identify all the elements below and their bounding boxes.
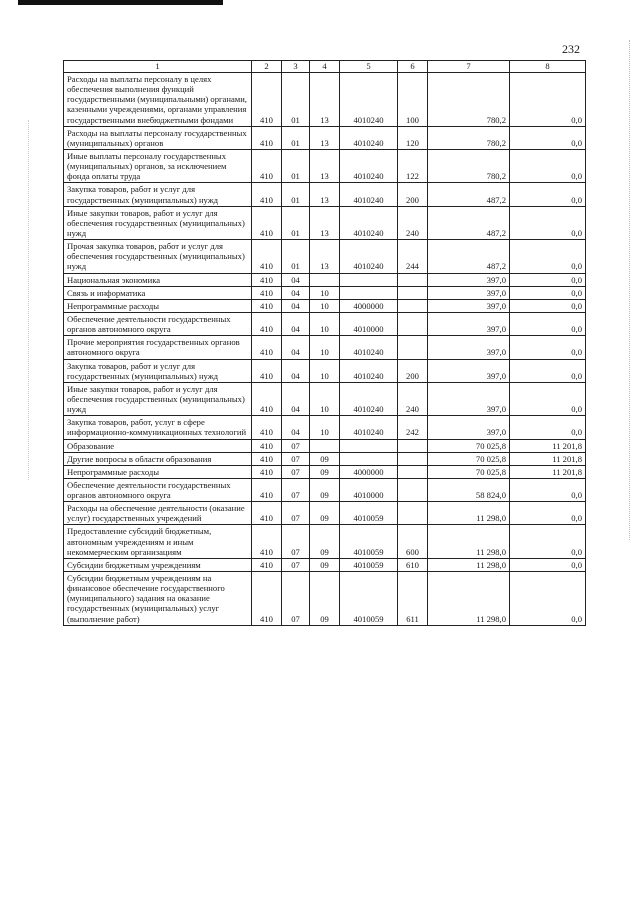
- target-article-cell: 4010240: [340, 359, 398, 382]
- amount-cell: 780,2: [428, 126, 510, 149]
- column-header-3: 3: [282, 61, 310, 73]
- target-article-cell: 4010240: [340, 382, 398, 415]
- row-name-cell: Расходы на обеспечение деятельности (оказание услуг) государственных учреждений: [64, 502, 252, 525]
- row-name-cell: Связь и информатика: [64, 286, 252, 299]
- row-name-cell: Расходы на выплаты персоналу в целях обеспечения выполнения функций государственными (муниципальными) органами, казенными учреждениями, органами управления государственными внебюджетными фондами: [64, 73, 252, 127]
- table-row: [64, 149, 586, 182]
- subsection-cell: 10: [310, 299, 340, 312]
- admin-code-cell: 410: [252, 465, 282, 478]
- amount-subvention-cell: 0,0: [510, 478, 586, 501]
- target-article-cell: [340, 452, 398, 465]
- target-article-cell: 4010240: [340, 206, 398, 239]
- admin-code-cell: 410: [252, 439, 282, 452]
- subsection-cell: 13: [310, 73, 340, 127]
- target-article-cell: 4010059: [340, 572, 398, 626]
- expense-type-cell: 200: [398, 359, 428, 382]
- expense-type-cell: [398, 273, 428, 286]
- admin-code-cell: 410: [252, 572, 282, 626]
- target-article-cell: 4010059: [340, 558, 398, 571]
- amount-cell: 487,2: [428, 240, 510, 273]
- table-row: [64, 126, 586, 149]
- section-cell: 04: [282, 382, 310, 415]
- budget-table: [63, 60, 586, 626]
- table-row: [64, 336, 586, 359]
- amount-cell: 397,0: [428, 273, 510, 286]
- table-row: [64, 273, 586, 286]
- table-row: [64, 312, 586, 335]
- column-header-6: 6: [398, 61, 428, 73]
- expense-type-cell: 120: [398, 126, 428, 149]
- subsection-cell: 13: [310, 126, 340, 149]
- table-row: [64, 452, 586, 465]
- subsection-cell: 09: [310, 558, 340, 571]
- section-cell: 07: [282, 558, 310, 571]
- section-cell: 07: [282, 465, 310, 478]
- column-header-8: 8: [510, 61, 586, 73]
- expense-type-cell: 122: [398, 149, 428, 182]
- section-cell: 01: [282, 73, 310, 127]
- admin-code-cell: 410: [252, 336, 282, 359]
- table-row: [64, 416, 586, 439]
- target-article-cell: 4010059: [340, 525, 398, 558]
- admin-code-cell: 410: [252, 416, 282, 439]
- section-cell: 04: [282, 273, 310, 286]
- amount-cell: 397,0: [428, 286, 510, 299]
- subsection-cell: 13: [310, 149, 340, 182]
- section-cell: 04: [282, 336, 310, 359]
- target-article-cell: 4010059: [340, 502, 398, 525]
- row-name-cell: Обеспечение деятельности государственных органов автономного округа: [64, 478, 252, 501]
- amount-subvention-cell: 11 201,8: [510, 465, 586, 478]
- section-cell: 07: [282, 572, 310, 626]
- target-article-cell: 4010240: [340, 183, 398, 206]
- expense-type-cell: 610: [398, 558, 428, 571]
- amount-subvention-cell: 11 201,8: [510, 439, 586, 452]
- table-body: [64, 73, 586, 626]
- section-cell: 04: [282, 299, 310, 312]
- target-article-cell: 4010000: [340, 312, 398, 335]
- subsection-cell: 10: [310, 312, 340, 335]
- row-name-cell: Закупка товаров, работ и услуг для государственных (муниципальных) нужд: [64, 359, 252, 382]
- admin-code-cell: 410: [252, 312, 282, 335]
- amount-cell: 70 025,8: [428, 452, 510, 465]
- admin-code-cell: 410: [252, 240, 282, 273]
- expense-type-cell: 100: [398, 73, 428, 127]
- table-row: [64, 286, 586, 299]
- amount-subvention-cell: 0,0: [510, 286, 586, 299]
- admin-code-cell: 410: [252, 273, 282, 286]
- row-name-cell: Прочая закупка товаров, работ и услуг для обеспечения государственных (муниципальных) нужд: [64, 240, 252, 273]
- table-row: [64, 73, 586, 127]
- target-article-cell: [340, 439, 398, 452]
- section-cell: 01: [282, 126, 310, 149]
- section-cell: 07: [282, 502, 310, 525]
- row-name-cell: Закупка товаров, работ, услуг в сфере информационно-коммуникационных технологий: [64, 416, 252, 439]
- amount-cell: 397,0: [428, 382, 510, 415]
- admin-code-cell: 410: [252, 478, 282, 501]
- section-cell: 01: [282, 206, 310, 239]
- amount-cell: 397,0: [428, 416, 510, 439]
- amount-subvention-cell: 11 201,8: [510, 452, 586, 465]
- amount-cell: 11 298,0: [428, 558, 510, 571]
- amount-subvention-cell: 0,0: [510, 416, 586, 439]
- subsection-cell: 09: [310, 478, 340, 501]
- table-row: [64, 382, 586, 415]
- table-row: [64, 439, 586, 452]
- section-cell: 07: [282, 525, 310, 558]
- subsection-cell: 09: [310, 502, 340, 525]
- amount-cell: 58 824,0: [428, 478, 510, 501]
- amount-subvention-cell: 0,0: [510, 299, 586, 312]
- scan-top-bar: [18, 0, 223, 5]
- subsection-cell: 10: [310, 416, 340, 439]
- target-article-cell: 4000000: [340, 465, 398, 478]
- target-article-cell: 4010240: [340, 73, 398, 127]
- subsection-cell: 09: [310, 572, 340, 626]
- subsection-cell: 13: [310, 183, 340, 206]
- section-cell: 07: [282, 439, 310, 452]
- row-name-cell: Расходы на выплаты персоналу государственных (муниципальных) органов: [64, 126, 252, 149]
- amount-subvention-cell: 0,0: [510, 359, 586, 382]
- table-row: [64, 240, 586, 273]
- row-name-cell: Непрограммные расходы: [64, 299, 252, 312]
- subsection-cell: 09: [310, 525, 340, 558]
- admin-code-cell: 410: [252, 286, 282, 299]
- expense-type-cell: 244: [398, 240, 428, 273]
- amount-cell: 397,0: [428, 359, 510, 382]
- admin-code-cell: 410: [252, 206, 282, 239]
- target-article-cell: 4010240: [340, 240, 398, 273]
- amount-subvention-cell: 0,0: [510, 206, 586, 239]
- amount-cell: 11 298,0: [428, 572, 510, 626]
- table-row: [64, 465, 586, 478]
- subsection-cell: 09: [310, 465, 340, 478]
- admin-code-cell: 410: [252, 502, 282, 525]
- section-cell: 01: [282, 240, 310, 273]
- amount-cell: 780,2: [428, 149, 510, 182]
- table-row: [64, 525, 586, 558]
- section-cell: 01: [282, 149, 310, 182]
- section-cell: 04: [282, 359, 310, 382]
- expense-type-cell: [398, 336, 428, 359]
- amount-subvention-cell: 0,0: [510, 126, 586, 149]
- section-cell: 04: [282, 416, 310, 439]
- row-name-cell: Обеспечение деятельности государственных органов автономного округа: [64, 312, 252, 335]
- admin-code-cell: 410: [252, 382, 282, 415]
- table-header-row: [64, 61, 586, 73]
- row-name-cell: Закупка товаров, работ и услуг для государственных (муниципальных) нужд: [64, 183, 252, 206]
- expense-type-cell: [398, 299, 428, 312]
- scan-margin-mark-right: [629, 40, 632, 540]
- expense-type-cell: 611: [398, 572, 428, 626]
- expense-type-cell: 600: [398, 525, 428, 558]
- target-article-cell: [340, 273, 398, 286]
- amount-cell: 11 298,0: [428, 502, 510, 525]
- amount-subvention-cell: 0,0: [510, 73, 586, 127]
- section-cell: 04: [282, 286, 310, 299]
- subsection-cell: 13: [310, 206, 340, 239]
- row-name-cell: Иные закупки товаров, работ и услуг для обеспечения государственных (муниципальных) нужд: [64, 206, 252, 239]
- scan-margin-mark-left: [28, 120, 30, 480]
- page-number: 232: [562, 42, 580, 56]
- expense-type-cell: 240: [398, 382, 428, 415]
- target-article-cell: 4010240: [340, 126, 398, 149]
- target-article-cell: 4000000: [340, 299, 398, 312]
- expense-type-cell: [398, 439, 428, 452]
- subsection-cell: 10: [310, 286, 340, 299]
- amount-cell: 70 025,8: [428, 439, 510, 452]
- amount-subvention-cell: 0,0: [510, 183, 586, 206]
- amount-cell: 487,2: [428, 183, 510, 206]
- subsection-cell: [310, 273, 340, 286]
- column-header-4: 4: [310, 61, 340, 73]
- subsection-cell: 13: [310, 240, 340, 273]
- amount-cell: 70 025,8: [428, 465, 510, 478]
- target-article-cell: 4010240: [340, 336, 398, 359]
- amount-subvention-cell: 0,0: [510, 273, 586, 286]
- column-header-2: 2: [252, 61, 282, 73]
- column-header-5: 5: [340, 61, 398, 73]
- amount-subvention-cell: 0,0: [510, 502, 586, 525]
- admin-code-cell: 410: [252, 452, 282, 465]
- admin-code-cell: 410: [252, 183, 282, 206]
- table-row: [64, 183, 586, 206]
- row-name-cell: Другие вопросы в области образования: [64, 452, 252, 465]
- amount-cell: 780,2: [428, 73, 510, 127]
- expense-type-cell: [398, 478, 428, 501]
- amount-cell: 11 298,0: [428, 525, 510, 558]
- expense-type-cell: [398, 502, 428, 525]
- admin-code-cell: 410: [252, 525, 282, 558]
- target-article-cell: [340, 286, 398, 299]
- admin-code-cell: 410: [252, 73, 282, 127]
- row-name-cell: Прочие мероприятия государственных органов автономного округа: [64, 336, 252, 359]
- amount-subvention-cell: 0,0: [510, 336, 586, 359]
- row-name-cell: Образование: [64, 439, 252, 452]
- amount-subvention-cell: 0,0: [510, 382, 586, 415]
- admin-code-cell: 410: [252, 299, 282, 312]
- expense-type-cell: 200: [398, 183, 428, 206]
- amount-cell: 487,2: [428, 206, 510, 239]
- amount-cell: 397,0: [428, 336, 510, 359]
- table-row: [64, 359, 586, 382]
- subsection-cell: 10: [310, 359, 340, 382]
- subsection-cell: 09: [310, 452, 340, 465]
- admin-code-cell: 410: [252, 558, 282, 571]
- amount-subvention-cell: 0,0: [510, 240, 586, 273]
- section-cell: 04: [282, 312, 310, 335]
- amount-subvention-cell: 0,0: [510, 149, 586, 182]
- expense-type-cell: [398, 452, 428, 465]
- subsection-cell: [310, 439, 340, 452]
- subsection-cell: 10: [310, 382, 340, 415]
- table-row: [64, 299, 586, 312]
- target-article-cell: 4010240: [340, 149, 398, 182]
- table-row: [64, 572, 586, 626]
- row-name-cell: Иные закупки товаров, работ и услуг для обеспечения государственных (муниципальных) нужд: [64, 382, 252, 415]
- subsection-cell: 10: [310, 336, 340, 359]
- row-name-cell: Предоставление субсидий бюджетным, автономным учреждениям и иным некоммерческим организациям: [64, 525, 252, 558]
- row-name-cell: Иные выплаты персоналу государственных (муниципальных) органов, за исключением фонда оплаты труда: [64, 149, 252, 182]
- section-cell: 01: [282, 183, 310, 206]
- expense-type-cell: 240: [398, 206, 428, 239]
- admin-code-cell: 410: [252, 149, 282, 182]
- amount-cell: 397,0: [428, 299, 510, 312]
- target-article-cell: 4010000: [340, 478, 398, 501]
- column-header-1: 1: [64, 61, 252, 73]
- expense-type-cell: [398, 312, 428, 335]
- row-name-cell: Национальная экономика: [64, 273, 252, 286]
- row-name-cell: Субсидии бюджетным учреждениям на финансовое обеспечение государственного (муниципального) задания на оказание государственных (муниципальных) услуг (выполнение работ): [64, 572, 252, 626]
- amount-cell: 397,0: [428, 312, 510, 335]
- amount-subvention-cell: 0,0: [510, 572, 586, 626]
- expense-type-cell: [398, 465, 428, 478]
- expense-type-cell: [398, 286, 428, 299]
- table-row: [64, 478, 586, 501]
- amount-subvention-cell: 0,0: [510, 525, 586, 558]
- table-row: [64, 558, 586, 571]
- column-header-7: 7: [428, 61, 510, 73]
- target-article-cell: 4010240: [340, 416, 398, 439]
- admin-code-cell: 410: [252, 359, 282, 382]
- amount-subvention-cell: 0,0: [510, 558, 586, 571]
- expense-type-cell: 242: [398, 416, 428, 439]
- table-row: [64, 502, 586, 525]
- table-row: [64, 206, 586, 239]
- row-name-cell: Непрограммные расходы: [64, 465, 252, 478]
- row-name-cell: Субсидии бюджетным учреждениям: [64, 558, 252, 571]
- section-cell: 07: [282, 478, 310, 501]
- section-cell: 07: [282, 452, 310, 465]
- amount-subvention-cell: 0,0: [510, 312, 586, 335]
- admin-code-cell: 410: [252, 126, 282, 149]
